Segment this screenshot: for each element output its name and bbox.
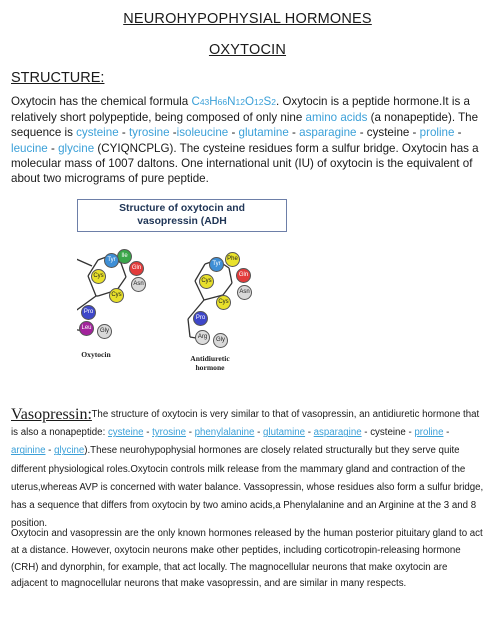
asparagine-link[interactable]: asparagine bbox=[299, 126, 357, 140]
oxytocin-residue-gly: Gly bbox=[97, 324, 112, 339]
vasopressin-residue-gln: Gln bbox=[236, 268, 251, 283]
oxytocin-label: Oxytocin bbox=[81, 350, 111, 359]
vasopressin-residue-gly: Gly bbox=[213, 333, 228, 348]
oxytocin-residue-leu: Leu bbox=[79, 321, 94, 336]
vaso-cysteine-link[interactable]: cysteine bbox=[107, 427, 144, 439]
vasopressin-paragraph: The structure of oxytocin is very similar to that of vasopressin, an antidiuretic hormone that is also a nonapeptide: cysteine - tyrosine - phenylalanine - glutamine - asparagine - cysteine - proline - arginine - glycine).These neurohypophysial hormones are closely related structurally but they serve quite different physiological roles.Oxytocin controls milk release from the mammary gland and contraction of the uterus,whereas AVP is concerned with water balance. Vassopressin, whose residues also form a sulfur bridge, has a sequence that differs from oxytocin by two amino acids,a Phenylalanine and an Arginine at the 3 and 8 position. bbox=[11, 409, 484, 530]
vasopressin-heading: Vasopressin: bbox=[11, 406, 92, 423]
glycine-link[interactable]: glycine bbox=[58, 141, 95, 155]
oxytocin-residue-ile: Ile bbox=[117, 249, 132, 264]
oxytocin-residue-pro: Pro bbox=[81, 305, 96, 320]
vaso-tyrosine-link[interactable]: tyrosine bbox=[152, 427, 187, 439]
intro-text: Oxytocin has the chemical formula bbox=[11, 95, 192, 108]
summary-paragraph: Oxytocin and vasopressin are the only known hormones released by the human posterior pituitary gland to act at a distance. However, oxytocin neurons make other peptides, including corticotropin-releasing hormone (CRH) and dynorphin, for example, that act locally. The magnocellular neurons that make oxytocin are adjacent to magnocellular neurons that make vasopressin, and are similar in many respects. bbox=[11, 528, 483, 590]
vasopressin-residue-pro: Pro bbox=[193, 311, 208, 326]
section-title: OXYTOCIN bbox=[208, 42, 287, 58]
proline-link[interactable]: proline bbox=[419, 126, 455, 140]
cysteine-link[interactable]: cysteine bbox=[76, 126, 119, 140]
vaso-glycine-link[interactable]: glycine bbox=[54, 445, 85, 457]
structure-heading: STRUCTURE: bbox=[11, 70, 105, 86]
oxytocin-residue-cys: Cys bbox=[91, 269, 106, 284]
oxytocin-residue-asn: Asn bbox=[131, 277, 146, 292]
oxytocin-vasopressin-figure bbox=[77, 199, 287, 384]
vaso-asparagine-link[interactable]: asparagine bbox=[313, 427, 362, 439]
vasopressin-residue-arg: Arg bbox=[195, 330, 210, 345]
oxytocin-residue-tyr: Tyr bbox=[104, 253, 119, 268]
amino-acids-link[interactable]: amino acids bbox=[305, 111, 368, 125]
structure-paragraph: Oxytocin has the chemical formula C43H66N12O12S2. Oxytocin is a peptide hormone.It is a relatively short polypeptide, being composed of only nine amino acids (a nonapeptide). The sequence is cysteine - tyrosine -isoleucine - glutamine - asparagine - cysteine - proline - leucine - glycine (CYIQNCPLG). The cysteine residues form a sulfur bridge. Oxytocin has a molecular mass of 1007 daltons. One international unit (IU) of oxytocin is the equivalent of about two micrograms of pure peptide. bbox=[11, 95, 479, 186]
vasopressin-residue-cys: Cys bbox=[216, 295, 231, 310]
figure-title-line2: vasopressin (ADH bbox=[137, 215, 227, 227]
oxytocin-residue-cys: Cys bbox=[109, 288, 124, 303]
vasopressin-residue-cys: Cys bbox=[199, 274, 214, 289]
vaso-phenylalanine-link[interactable]: phenylalanine bbox=[194, 427, 255, 439]
vasopressin-label: Antidiuretic hormone bbox=[190, 354, 230, 372]
figure-title-line1: Structure of oxytocin and bbox=[119, 203, 245, 214]
oxytocin-residue-gln: Gln bbox=[129, 261, 144, 276]
vaso-glutamine-link[interactable]: glutamine bbox=[263, 427, 306, 439]
vaso-proline-link[interactable]: proline bbox=[414, 427, 444, 439]
tyrosine-link[interactable]: tyrosine bbox=[128, 126, 170, 140]
isoleucine-link[interactable]: isoleucine bbox=[176, 126, 229, 140]
vasopressin-residue-phe: Phe bbox=[225, 252, 240, 267]
leucine-link[interactable]: leucine bbox=[11, 141, 48, 155]
glutamine-link[interactable]: glutamine bbox=[238, 126, 289, 140]
document-title: NEUROHYPOPHYSIAL HORMONES bbox=[123, 11, 372, 27]
vasopressin-residue-tyr: Tyr bbox=[209, 257, 224, 272]
vaso-arginine-link[interactable]: arginine bbox=[11, 445, 46, 457]
chemical-formula-link[interactable]: C43H66N12O12S2 bbox=[191, 95, 276, 108]
vasopressin-residue-asn: Asn bbox=[237, 285, 252, 300]
